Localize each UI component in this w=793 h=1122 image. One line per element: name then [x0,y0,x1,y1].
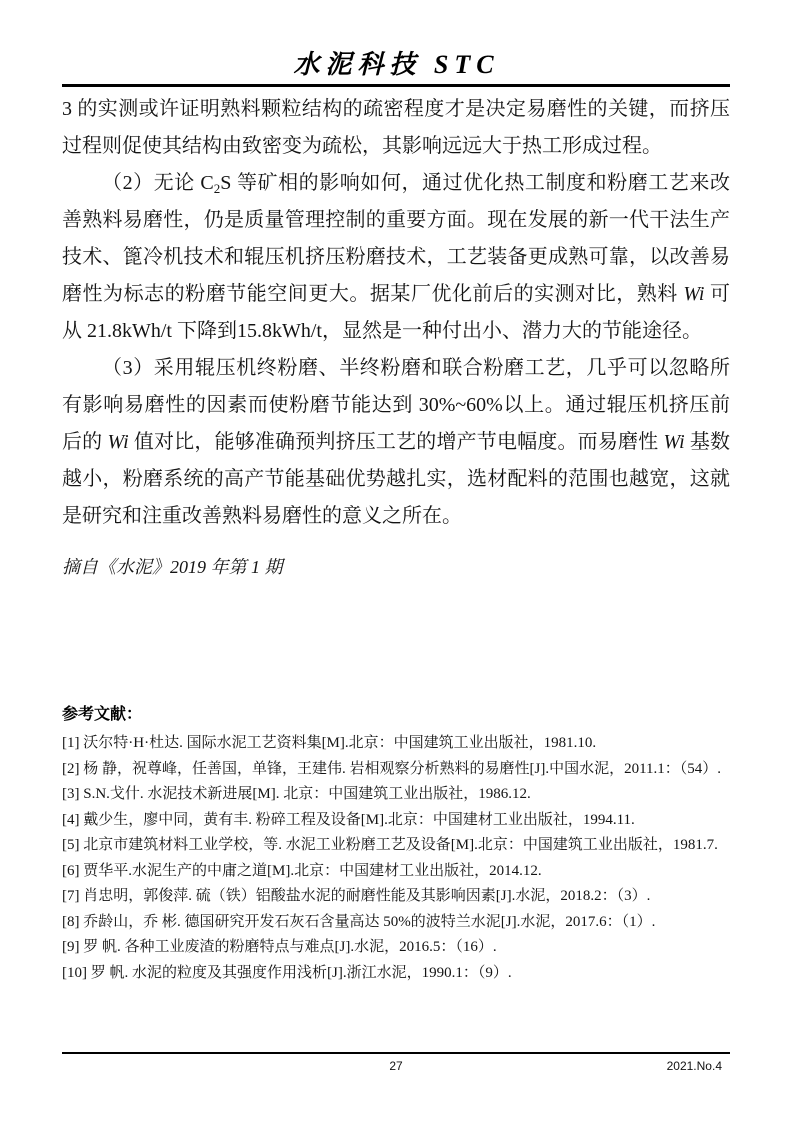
reference-item: [10] 罗 帆. 水泥的粒度及其强度作用浅析[J].浙江水泥，1990.1：（9）. [62,964,512,981]
work-index-symbol: Wi [683,283,705,305]
c2s-subscript: 2 [213,181,221,196]
reference-item: [1] 沃尔特·H·杜达. 国际水泥工艺资料集[M].北京：中国建筑工业出版社，1981.10. [62,735,597,751]
work-index-symbol: Wi [107,431,129,453]
article-source-citation: 摘自《水泥》2019 年第 1 期 [62,557,283,577]
reference-item: [5] 北京市建筑材料工业学校，等. 水泥工业粉磨工艺及设备[M].北京：中国建筑工业出版社，1981.7. [62,837,718,853]
reference-item: [7] 肖忠明，郭俊萍. 硫（铁）铝酸盐水泥的耐磨性能及其影响因素[J].水泥，2018.2：（3）. [62,888,651,904]
work-index-symbol: Wi [663,431,685,453]
reference-item: [3] S.N.戈什. 水泥技术新进展[M]. 北京：中国建筑工业出版社，1986.12. [62,786,531,802]
paragraph-3-segment-2: 值对比，能够准确预判挤压工艺的增产节电幅度。而易磨性 [128,431,664,453]
references-heading: 参考文献： [62,706,143,723]
article-body [62,91,730,579]
paragraph-point-3 [62,350,730,535]
reference-item: [6] 贾华平.水泥生产的中庸之道[M].北京：中国建材工业出版社，2014.12. [62,862,542,879]
issue-number: 2021.No.4 [666,1059,722,1073]
reference-item: [8] 乔龄山，乔 彬. 德国研究开发石灰石含量高达 50%的波特兰水泥[J].水泥，2017.6：（1）. [62,913,656,930]
paragraph-continuation [62,91,730,165]
page-footer [62,1052,730,1073]
journal-header-title: 水泥科技 STC [293,50,500,79]
reference-item: [4] 戴少生，廖中同，黄有丰. 粉碎工程及设备[M].北京：中国建材工业出版社，1994.11. [62,811,635,828]
paragraph-3-segment-3: 基数越小，粉磨系统的高产节能基础优势越扎实，选材配料的范围也越宽，这就是研究和注重改善熟料易磨性的意义之所在。 [62,431,731,527]
paragraph-2-segment-2: S 等矿相的影响如何，通过优化热工制度和粉磨工艺来改善熟料易磨性，仍是质量管理控制的重要方面。现在发展的新一代干法生产技术、篦冷机技术和辊压机挤压粉磨技术，工艺装备更成熟可靠，以改善易磨性为标志的粉磨节能空间更大。据某厂优化前后的实测对比，熟料 [62,172,730,305]
page-number: 27 [389,1059,403,1073]
reference-item: [2] 杨 静，祝尊峰，任善国，单锋，王建伟. 岩相观察分析熟料的易磨性[J].中国水泥，2011.1：（54）. [62,760,722,777]
paragraph-2-segment-1: （2）无论 C [102,172,214,194]
paragraph-point-2 [62,165,730,350]
reference-item: [9] 罗 帆. 各种工业废渣的粉磨特点与难点[J].水泥，2016.5：（16）. [62,939,497,955]
paragraph-continuation-text: 3 的实测或许证明熟料颗粒结构的疏密程度才是决定易磨性的关键，而挤压过程则促使其结构由致密变为疏松，其影响远远大于热工形成过程。 [62,98,730,157]
references-section [62,701,730,986]
header-divider-rule [62,84,730,87]
paragraph-3-segment-1: （3）采用辊压机终粉磨、半终粉磨和联合粉磨工艺，几乎可以忽略所有影响易磨性的因素而使粉磨节能达到 30%~60%以上。通过辊压机挤压前后的 [62,357,730,453]
paragraph-2-segment-3: 可从 21.8kWh/t 下降到15.8kWh/t，显然是一种付出小、潜力大的节能途径。 [62,283,731,342]
